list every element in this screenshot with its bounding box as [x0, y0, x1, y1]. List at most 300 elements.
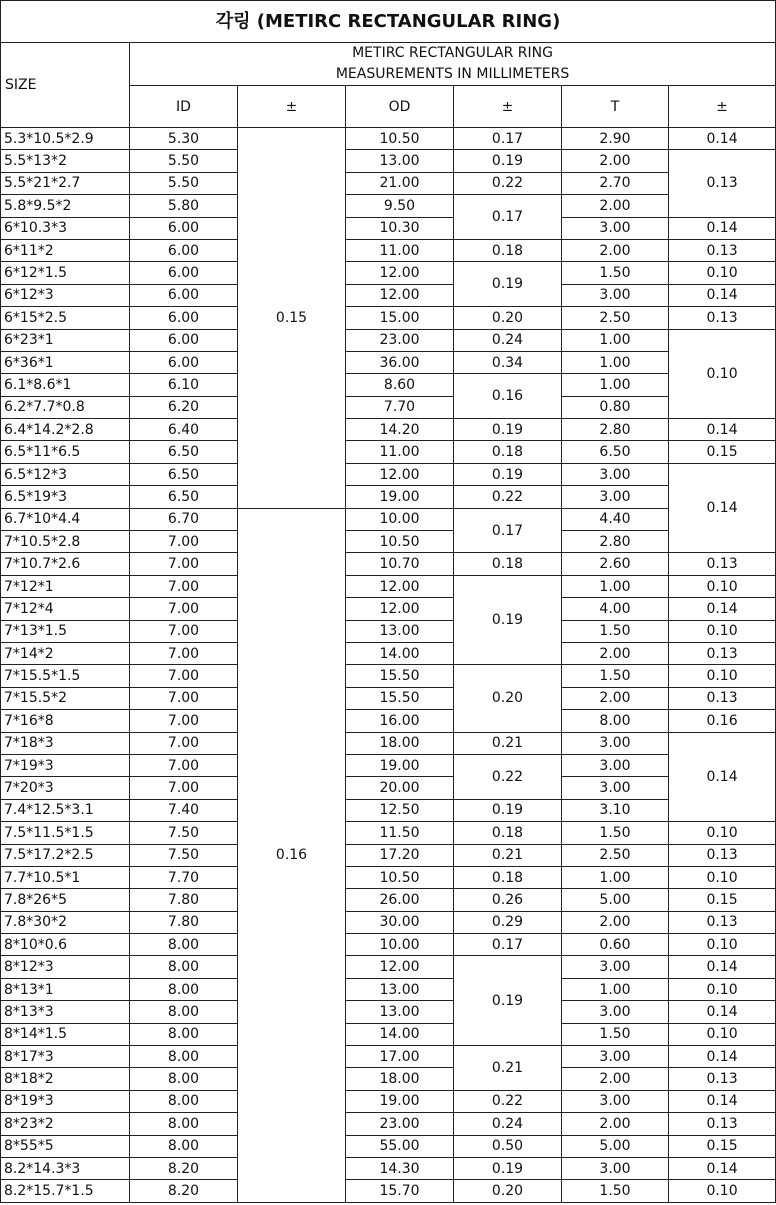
- od-cell: 17.00: [346, 1046, 454, 1068]
- size-cell: 6.7*10*4.4: [1, 508, 130, 530]
- od-tolerance-cell: 0.19: [454, 463, 562, 485]
- table-row: [1, 956, 776, 978]
- thickness-tolerance-cell: 0.15: [669, 441, 776, 463]
- od-cell: 14.30: [346, 1157, 454, 1179]
- thickness-cell: 6.50: [562, 441, 669, 463]
- od-cell: 19.00: [346, 1090, 454, 1112]
- thickness-cell: 3.00: [562, 1090, 669, 1112]
- id-cell: 5.30: [130, 128, 238, 150]
- size-cell: 6.4*14.2*2.8: [1, 419, 130, 441]
- od-cell: 12.00: [346, 262, 454, 284]
- thickness-tolerance-cell: 0.10: [669, 665, 776, 687]
- thickness-tolerance-cell: 0.10: [669, 575, 776, 597]
- size-cell: 6*12*3: [1, 284, 130, 306]
- od-cell: 19.00: [346, 486, 454, 508]
- od-cell: 18.00: [346, 1068, 454, 1090]
- table-title: 각링 (METIRC RECTANGULAR RING): [1, 1, 776, 43]
- id-cell: 6.50: [130, 441, 238, 463]
- thickness-cell: 1.00: [562, 575, 669, 597]
- od-cell: 8.60: [346, 374, 454, 396]
- size-cell: 7*19*3: [1, 754, 130, 776]
- table-row: [1, 307, 776, 329]
- id-cell: 6.10: [130, 374, 238, 396]
- thickness-tolerance-cell: 0.14: [669, 284, 776, 306]
- od-tolerance-cell: 0.18: [454, 822, 562, 844]
- size-cell: 6*12*1.5: [1, 262, 130, 284]
- od-cell: 10.50: [346, 866, 454, 888]
- size-cell: 7*10.7*2.6: [1, 553, 130, 575]
- id-cell: 6.20: [130, 396, 238, 418]
- thickness-tolerance-cell: 0.16: [669, 710, 776, 732]
- table-row: [1, 1090, 776, 1112]
- size-cell: 7.4*12.5*3.1: [1, 799, 130, 821]
- size-cell: 5.3*10.5*2.9: [1, 128, 130, 150]
- thickness-cell: 2.00: [562, 642, 669, 664]
- thickness-cell: 2.50: [562, 307, 669, 329]
- id-cell: 7.00: [130, 732, 238, 754]
- thickness-tolerance-cell: 0.10: [669, 262, 776, 284]
- size-cell: 6.5*12*3: [1, 463, 130, 485]
- thickness-cell: 1.50: [562, 620, 669, 642]
- thickness-cell: 2.80: [562, 419, 669, 441]
- table-row: [1, 1180, 776, 1202]
- table-row: [1, 1113, 776, 1135]
- od-cell: 12.00: [346, 284, 454, 306]
- thickness-cell: 3.00: [562, 956, 669, 978]
- id-cell: 7.80: [130, 911, 238, 933]
- thickness-tolerance-cell: 0.15: [669, 1135, 776, 1157]
- thickness-cell: 1.00: [562, 374, 669, 396]
- od-tolerance-cell: 0.17: [454, 508, 562, 553]
- size-cell: 7.5*11.5*1.5: [1, 822, 130, 844]
- od-tolerance-cell: 0.29: [454, 911, 562, 933]
- thickness-tolerance-cell: 0.10: [669, 329, 776, 419]
- table-row: [1, 978, 776, 1000]
- thickness-cell: 2.00: [562, 150, 669, 172]
- table-row: [1, 754, 776, 776]
- thickness-tolerance-cell: 0.13: [669, 911, 776, 933]
- size-cell: 7*13*1.5: [1, 620, 130, 642]
- thickness-cell: 1.00: [562, 351, 669, 373]
- table-row: [1, 351, 776, 373]
- thickness-tolerance-cell: 0.10: [669, 620, 776, 642]
- thickness-tolerance-cell: 0.15: [669, 889, 776, 911]
- od-cell: 11.50: [346, 822, 454, 844]
- od-tolerance-cell: 0.21: [454, 1046, 562, 1091]
- size-cell: 6*36*1: [1, 351, 130, 373]
- thickness-tolerance-cell: 0.14: [669, 1090, 776, 1112]
- od-cell: 19.00: [346, 754, 454, 776]
- od-tolerance-cell: 0.24: [454, 1113, 562, 1135]
- table-row: [1, 396, 776, 418]
- od-cell: 13.00: [346, 1001, 454, 1023]
- od-cell: 10.00: [346, 508, 454, 530]
- size-cell: 8*18*2: [1, 1068, 130, 1090]
- size-cell: 6.5*19*3: [1, 486, 130, 508]
- od-tolerance-cell: 0.17: [454, 934, 562, 956]
- size-cell: 8.2*14.3*3: [1, 1157, 130, 1179]
- thickness-cell: 1.00: [562, 978, 669, 1000]
- od-tolerance-cell: 0.19: [454, 262, 562, 307]
- thickness-cell: 2.00: [562, 195, 669, 217]
- id-cell: 7.00: [130, 710, 238, 732]
- table-row: [1, 1068, 776, 1090]
- size-cell: 6.2*7.7*0.8: [1, 396, 130, 418]
- table-row: [1, 934, 776, 956]
- od-tolerance-cell: 0.26: [454, 889, 562, 911]
- thickness-cell: 5.00: [562, 889, 669, 911]
- thickness-cell: 1.50: [562, 1023, 669, 1045]
- size-cell: 7*12*1: [1, 575, 130, 597]
- od-cell: 26.00: [346, 889, 454, 911]
- size-cell: 6*15*2.5: [1, 307, 130, 329]
- id-cell: 5.50: [130, 150, 238, 172]
- od-tolerance-cell: 0.18: [454, 441, 562, 463]
- thickness-tolerance-cell: 0.13: [669, 642, 776, 664]
- id-cell: 7.00: [130, 665, 238, 687]
- size-cell: 7.7*10.5*1: [1, 866, 130, 888]
- table-row: [1, 866, 776, 888]
- size-cell: 8*14*1.5: [1, 1023, 130, 1045]
- thickness-cell: 1.50: [562, 1180, 669, 1202]
- size-cell: 7.5*17.2*2.5: [1, 844, 130, 866]
- id-cell: 8.00: [130, 1023, 238, 1045]
- od-cell: 15.50: [346, 687, 454, 709]
- od-cell: 10.70: [346, 553, 454, 575]
- thickness-tolerance-cell: 0.10: [669, 978, 776, 1000]
- id-cell: 7.00: [130, 642, 238, 664]
- od-tolerance-cell: 0.18: [454, 239, 562, 261]
- table-row: [1, 1023, 776, 1045]
- od-cell: 12.00: [346, 463, 454, 485]
- table-row: [1, 777, 776, 799]
- thickness-cell: 2.60: [562, 553, 669, 575]
- thickness-tolerance-cell: 0.13: [669, 239, 776, 261]
- table-row: [1, 665, 776, 687]
- size-cell: 6.5*11*6.5: [1, 441, 130, 463]
- thickness-header: T: [562, 86, 669, 128]
- od-cell: 10.50: [346, 128, 454, 150]
- thickness-cell: 0.60: [562, 934, 669, 956]
- id-cell: 7.00: [130, 598, 238, 620]
- table-row: [1, 239, 776, 261]
- thickness-tolerance-cell: 0.13: [669, 307, 776, 329]
- id-cell: 5.50: [130, 172, 238, 194]
- id-cell: 7.00: [130, 777, 238, 799]
- size-cell: 5.5*21*2.7: [1, 172, 130, 194]
- od-cell: 16.00: [346, 710, 454, 732]
- thickness-cell: 3.00: [562, 463, 669, 485]
- size-cell: 8*17*3: [1, 1046, 130, 1068]
- id-cell: 7.00: [130, 754, 238, 776]
- id-cell: 8.20: [130, 1157, 238, 1179]
- thickness-cell: 1.50: [562, 665, 669, 687]
- id-cell: 8.00: [130, 1113, 238, 1135]
- od-cell: 10.50: [346, 531, 454, 553]
- od-cell: 23.00: [346, 329, 454, 351]
- table-row: [1, 889, 776, 911]
- id-cell: 8.20: [130, 1180, 238, 1202]
- thickness-cell: 5.00: [562, 1135, 669, 1157]
- od-cell: 15.00: [346, 307, 454, 329]
- thickness-cell: 2.00: [562, 239, 669, 261]
- table-row: [1, 911, 776, 933]
- table-body: [1, 128, 776, 1203]
- id-cell: 6.00: [130, 351, 238, 373]
- size-cell: 7*15.5*1.5: [1, 665, 130, 687]
- table-row: [1, 262, 776, 284]
- od-tolerance-cell: 0.22: [454, 1090, 562, 1112]
- od-cell: 12.00: [346, 598, 454, 620]
- size-cell: 7*20*3: [1, 777, 130, 799]
- id-cell: 5.80: [130, 195, 238, 217]
- od-cell: 13.00: [346, 150, 454, 172]
- id-cell: 6.40: [130, 419, 238, 441]
- size-cell: 5.5*13*2: [1, 150, 130, 172]
- thickness-tolerance-cell: 0.13: [669, 687, 776, 709]
- table-row: [1, 463, 776, 485]
- table-row: [1, 642, 776, 664]
- od-tolerance-cell: 0.19: [454, 419, 562, 441]
- size-cell: 7*12*4: [1, 598, 130, 620]
- od-cell: 9.50: [346, 195, 454, 217]
- thickness-cell: 2.00: [562, 911, 669, 933]
- od-tolerance-cell: 0.19: [454, 956, 562, 1046]
- size-cell: 7*16*8: [1, 710, 130, 732]
- thickness-cell: 1.00: [562, 866, 669, 888]
- id-cell: 8.00: [130, 956, 238, 978]
- od-tolerance-cell: 0.20: [454, 307, 562, 329]
- size-cell: 8*19*3: [1, 1090, 130, 1112]
- size-cell: 6*11*2: [1, 239, 130, 261]
- thickness-cell: 2.00: [562, 1068, 669, 1090]
- od-cell: 12.00: [346, 956, 454, 978]
- id-cell: 6.00: [130, 239, 238, 261]
- thickness-tolerance-cell: 0.14: [669, 463, 776, 553]
- od-cell: 17.20: [346, 844, 454, 866]
- od-cell: 36.00: [346, 351, 454, 373]
- id-cell: 8.00: [130, 1001, 238, 1023]
- id-cell: 6.00: [130, 262, 238, 284]
- id-cell: 8.00: [130, 1046, 238, 1068]
- od-cell: 7.70: [346, 396, 454, 418]
- table-row: [1, 441, 776, 463]
- id-cell: 7.00: [130, 575, 238, 597]
- od-cell: 10.30: [346, 217, 454, 239]
- size-cell: 8.2*15.7*1.5: [1, 1180, 130, 1202]
- id-cell: 7.40: [130, 799, 238, 821]
- thickness-cell: 3.00: [562, 486, 669, 508]
- od-cell: 10.00: [346, 934, 454, 956]
- table-row: [1, 687, 776, 709]
- table-row: [1, 799, 776, 821]
- od-tolerance-cell: 0.20: [454, 1180, 562, 1202]
- od-cell: 12.00: [346, 575, 454, 597]
- thickness-tolerance-cell: 0.10: [669, 1023, 776, 1045]
- size-cell: 7.8*30*2: [1, 911, 130, 933]
- od-cell: 21.00: [346, 172, 454, 194]
- od-cell: 18.00: [346, 732, 454, 754]
- id-tolerance-cell: 0.15: [238, 128, 346, 509]
- size-cell: 7*15.5*2: [1, 687, 130, 709]
- id-cell: 8.00: [130, 934, 238, 956]
- table-row: [1, 531, 776, 553]
- size-cell: 6*23*1: [1, 329, 130, 351]
- table-row: [1, 150, 776, 172]
- id-cell: 7.70: [130, 866, 238, 888]
- size-cell: 6*10.3*3: [1, 217, 130, 239]
- id-cell: 8.00: [130, 1068, 238, 1090]
- id-cell: 6.00: [130, 329, 238, 351]
- thickness-tolerance-cell: 0.10: [669, 1180, 776, 1202]
- thickness-cell: 4.00: [562, 598, 669, 620]
- od-cell: 14.00: [346, 642, 454, 664]
- thickness-cell: 2.80: [562, 531, 669, 553]
- id-cell: 8.00: [130, 978, 238, 1000]
- od-cell: 14.20: [346, 419, 454, 441]
- thickness-cell: 0.80: [562, 396, 669, 418]
- table-row: [1, 508, 776, 530]
- id-cell: 7.50: [130, 844, 238, 866]
- table-row: [1, 710, 776, 732]
- size-cell: 8*10*0.6: [1, 934, 130, 956]
- thickness-cell: 3.00: [562, 1001, 669, 1023]
- id-cell: 7.00: [130, 687, 238, 709]
- thickness-tolerance-cell: 0.13: [669, 553, 776, 575]
- thickness-tolerance-cell: 0.13: [669, 150, 776, 217]
- od-tolerance-cell: 0.21: [454, 844, 562, 866]
- thickness-cell: 2.00: [562, 1113, 669, 1135]
- od-tolerance-cell: 0.20: [454, 665, 562, 732]
- od-cell: 13.00: [346, 978, 454, 1000]
- table-row: [1, 284, 776, 306]
- od-tolerance-cell: 0.18: [454, 553, 562, 575]
- thickness-cell: 2.70: [562, 172, 669, 194]
- measurements-group-header: [130, 43, 776, 86]
- od-tolerance-cell: 0.17: [454, 195, 562, 240]
- thickness-tolerance-cell: 0.13: [669, 1113, 776, 1135]
- od-tolerance-cell: 0.50: [454, 1135, 562, 1157]
- od-tolerance-header: ±: [454, 86, 562, 128]
- table-row: [1, 1157, 776, 1179]
- table-row: [1, 822, 776, 844]
- id-header: ID: [130, 86, 238, 128]
- od-cell: 11.00: [346, 239, 454, 261]
- thickness-cell: 3.00: [562, 217, 669, 239]
- od-tolerance-cell: 0.17: [454, 128, 562, 150]
- id-tolerance-header: ±: [238, 86, 346, 128]
- table-row: [1, 844, 776, 866]
- table-row: [1, 195, 776, 217]
- thickness-cell: 1.00: [562, 329, 669, 351]
- thickness-tolerance-cell: 0.13: [669, 1068, 776, 1090]
- id-cell: 8.00: [130, 1135, 238, 1157]
- table-row: [1, 575, 776, 597]
- od-tolerance-cell: 0.19: [454, 799, 562, 821]
- id-cell: 7.00: [130, 620, 238, 642]
- size-cell: 8*13*3: [1, 1001, 130, 1023]
- od-tolerance-cell: 0.19: [454, 575, 562, 665]
- od-tolerance-cell: 0.21: [454, 732, 562, 754]
- od-cell: 30.00: [346, 911, 454, 933]
- thickness-cell: 3.00: [562, 1157, 669, 1179]
- thickness-tolerance-cell: 0.10: [669, 866, 776, 888]
- id-cell: 6.00: [130, 217, 238, 239]
- table-row: [1, 1001, 776, 1023]
- table-row: [1, 419, 776, 441]
- size-cell: 6.1*8.6*1: [1, 374, 130, 396]
- od-cell: 14.00: [346, 1023, 454, 1045]
- id-cell: 8.00: [130, 1090, 238, 1112]
- thickness-tolerance-cell: 0.10: [669, 934, 776, 956]
- thickness-tolerance-cell: 0.14: [669, 1001, 776, 1023]
- table-row: [1, 128, 776, 150]
- thickness-tolerance-cell: 0.13: [669, 844, 776, 866]
- group-header-line-2: MEASUREMENTS IN MILLIMETERS: [335, 66, 570, 82]
- id-cell: 6.00: [130, 307, 238, 329]
- od-tolerance-cell: 0.22: [454, 172, 562, 194]
- table-row: [1, 553, 776, 575]
- id-cell: 7.00: [130, 553, 238, 575]
- thickness-cell: 4.40: [562, 508, 669, 530]
- id-cell: 6.50: [130, 463, 238, 485]
- thickness-cell: 3.00: [562, 754, 669, 776]
- table-row: [1, 598, 776, 620]
- size-cell: 7.8*26*5: [1, 889, 130, 911]
- thickness-tolerance-header: ±: [669, 86, 776, 128]
- thickness-tolerance-cell: 0.14: [669, 598, 776, 620]
- id-cell: 6.70: [130, 508, 238, 530]
- od-cell: 23.00: [346, 1113, 454, 1135]
- table-row: [1, 620, 776, 642]
- id-cell: 6.50: [130, 486, 238, 508]
- table-row: [1, 329, 776, 351]
- size-cell: 7*18*3: [1, 732, 130, 754]
- table-row: [1, 172, 776, 194]
- thickness-tolerance-cell: 0.14: [669, 956, 776, 978]
- od-tolerance-cell: 0.18: [454, 866, 562, 888]
- table-row: [1, 1135, 776, 1157]
- size-cell: 7*10.5*2.8: [1, 531, 130, 553]
- id-cell: 7.50: [130, 822, 238, 844]
- od-tolerance-cell: 0.22: [454, 754, 562, 799]
- od-tolerance-cell: 0.34: [454, 351, 562, 373]
- thickness-tolerance-cell: 0.14: [669, 419, 776, 441]
- od-tolerance-cell: 0.16: [454, 374, 562, 419]
- thickness-cell: 1.50: [562, 262, 669, 284]
- thickness-cell: 1.50: [562, 822, 669, 844]
- table-header: [1, 1, 776, 128]
- size-cell: 8*12*3: [1, 956, 130, 978]
- od-tolerance-cell: 0.19: [454, 1157, 562, 1179]
- thickness-tolerance-cell: 0.14: [669, 128, 776, 150]
- od-tolerance-cell: 0.22: [454, 486, 562, 508]
- thickness-tolerance-cell: 0.14: [669, 217, 776, 239]
- size-cell: 7*14*2: [1, 642, 130, 664]
- size-cell: 5.8*9.5*2: [1, 195, 130, 217]
- od-cell: 13.00: [346, 620, 454, 642]
- table-row: [1, 732, 776, 754]
- size-cell: 8*23*2: [1, 1113, 130, 1135]
- thickness-cell: 3.00: [562, 777, 669, 799]
- size-cell: 8*13*1: [1, 978, 130, 1000]
- table-row: [1, 217, 776, 239]
- table-row: [1, 486, 776, 508]
- thickness-cell: 3.00: [562, 732, 669, 754]
- od-cell: 55.00: [346, 1135, 454, 1157]
- id-cell: 7.80: [130, 889, 238, 911]
- thickness-cell: 8.00: [562, 710, 669, 732]
